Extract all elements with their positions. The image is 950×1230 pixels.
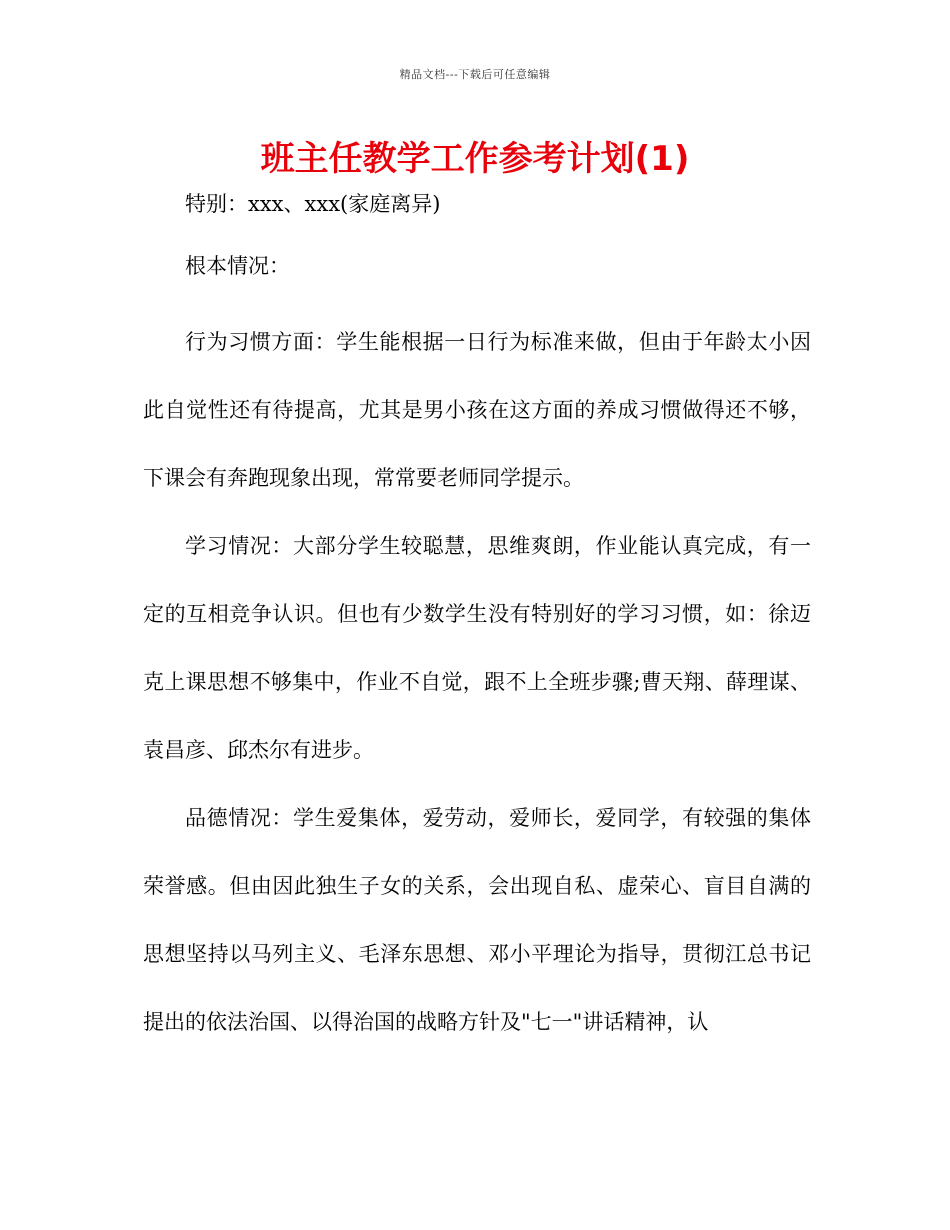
paragraph-basic-heading: 根本情况： <box>185 254 290 278</box>
paragraph-morality: 品德情况：学生爱集体，爱劳动，爱师长，爱同学，有较强的集体荣誉感。但由因此独生子女的关系，会出现自私、虚荣心、盲目自满的思想坚持以马列主义、毛泽东思想、邓小平理论为指导，贯彻江总书记提出的依法治国、以得治国的战略方针及"七一"讲话精神，认 <box>143 806 811 1034</box>
paragraph-study: 学习情况：大部分学生较聪慧，思维爽朗，作业能认真完成，有一定的互相竞争认识。但也有少数学生没有特别好的学习习惯，如：徐迈克上课思想不够集中，作业不自觉，跟不上全班步骤;曹天翔、薛理谋、袁昌彦、邱杰尔有进步。 <box>143 534 811 762</box>
header-note: 精品文档---下载后可任意编辑 <box>399 68 551 81</box>
paragraph-behavior: 行为习惯方面：学生能根据一日行为标准来做，但由于年龄太小因此自觉性还有待提高，尤其是男小孩在这方面的养成习惯做得还不够，下课会有奔跑现象出现，常常要老师同学提示。 <box>143 330 811 490</box>
paragraph-special: 特别：xxx、xxx(家庭离异) <box>185 192 441 216</box>
document-body <box>143 184 811 1056</box>
document-title: 班主任教学工作参考计划(1) <box>260 139 690 179</box>
